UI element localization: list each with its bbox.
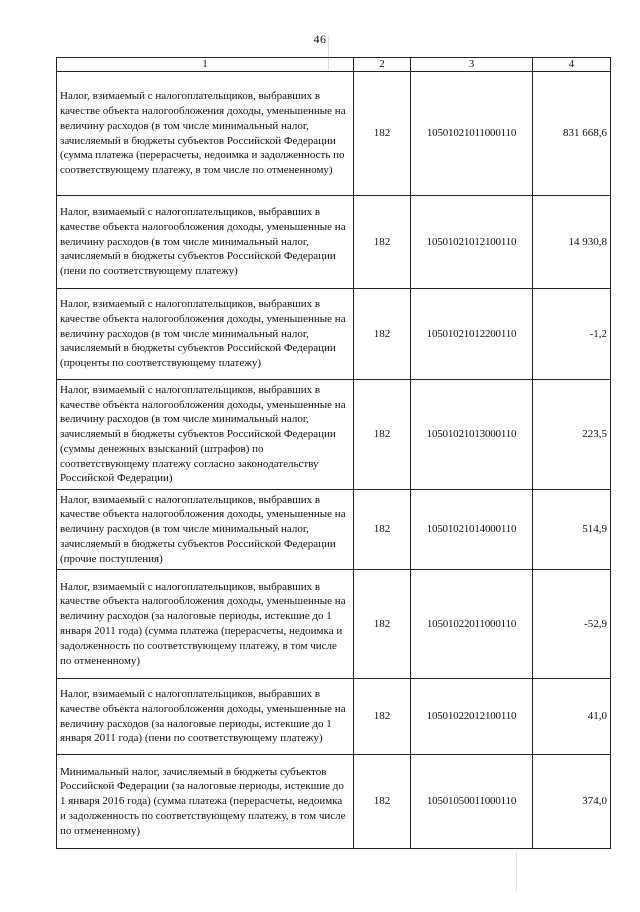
budget-classification-code: 10501021014000110 bbox=[411, 490, 533, 570]
budget-classification-code: 10501050011000110 bbox=[411, 755, 533, 849]
budget-classification-code: 10501021011000110 bbox=[411, 72, 533, 196]
table-row bbox=[57, 72, 611, 196]
budget-classification-code: 10501022011000110 bbox=[411, 570, 533, 679]
page-number: 46 bbox=[313, 32, 327, 46]
table-row bbox=[57, 196, 611, 289]
revenue-description: Налог, взимаемый с налогоплательщиков, выбравших в качестве объекта налогообложения доходы, уменьшенные на величину расходов (в том числе минимальный налог, зачисляемый в бюджеты субъектов Российской Федерации (прочие поступления) bbox=[57, 490, 354, 570]
revenue-description: Налог, взимаемый с налогоплательщиков, выбравших в качестве объекта налогообложения доходы, уменьшенные на величину расходов (в том числе минимальный налог, зачисляемый в бюджеты субъектов Российской Федерации (пени по соответствующему платежу) bbox=[57, 196, 354, 289]
table-row bbox=[57, 570, 611, 679]
revenue-description: Налог, взимаемый с налогоплательщиков, выбравших в качестве объекта налогообложения доходы, уменьшенные на величину расходов (за налоговые периоды, истекшие до 1 января 2011 года) (пени по соответствующему платежу) bbox=[57, 679, 354, 755]
administrator-code: 182 bbox=[354, 570, 411, 679]
administrator-code: 182 bbox=[354, 72, 411, 196]
administrator-code: 182 bbox=[354, 289, 411, 380]
amount-value: 514,9 bbox=[533, 490, 611, 570]
amount-value: 14 930,8 bbox=[533, 196, 611, 289]
administrator-code: 182 bbox=[354, 490, 411, 570]
administrator-code: 182 bbox=[354, 755, 411, 849]
administrator-code: 182 bbox=[354, 196, 411, 289]
budget-classification-code: 10501021012200110 bbox=[411, 289, 533, 380]
table-row bbox=[57, 289, 611, 380]
scan-artifact-line bbox=[328, 36, 329, 70]
table-row bbox=[57, 490, 611, 570]
table-row bbox=[57, 380, 611, 490]
scan-artifact-line bbox=[516, 852, 517, 892]
amount-value: 41,0 bbox=[533, 679, 611, 755]
revenue-table bbox=[56, 57, 611, 849]
revenue-description: Налог, взимаемый с налогоплательщиков, выбравших в качестве объекта налогообложения доходы, уменьшенные на величину расходов (за налоговые периоды, истекшие до 1 января 2011 года) (сумма платежа (перерасчеты, недоимка и задолженность по соответствующему платежу, в том числе по отмененному) bbox=[57, 570, 354, 679]
amount-value: -1,2 bbox=[533, 289, 611, 380]
column-number-header-row bbox=[57, 58, 611, 72]
amount-value: 831 668,6 bbox=[533, 72, 611, 196]
revenue-description: Налог, взимаемый с налогоплательщиков, выбравших в качестве объекта налогообложения доходы, уменьшенные на величину расходов (в том числе минимальный налог, зачисляемый в бюджеты субъектов Российской Федерации (сумма платежа (перерасчеты, недоимка и задолженность по соответствующему платежу, в том числе по отмененному) bbox=[57, 72, 354, 196]
table-row bbox=[57, 755, 611, 849]
revenue-description: Налог, взимаемый с налогоплательщиков, выбравших в качестве объекта налогообложения доходы, уменьшенные на величину расходов (в том числе минимальный налог, зачисляемый в бюджеты субъектов Российской Федерации (проценты по соответствующему платежу) bbox=[57, 289, 354, 380]
amount-value: 374,0 bbox=[533, 755, 611, 849]
revenue-description: Минимальный налог, зачисляемый в бюджеты субъектов Российской Федерации (за налоговые периоды, истекшие до 1 января 2016 года) (сумма платежа (перерасчеты, недоимка и задолженность по соответствующему платежу, в том числе по отмененному) bbox=[57, 755, 354, 849]
column-header-4: 4 bbox=[533, 58, 611, 72]
budget-classification-code: 10501021013000110 bbox=[411, 380, 533, 490]
budget-classification-code: 10501021012100110 bbox=[411, 196, 533, 289]
column-header-2: 2 bbox=[354, 58, 411, 72]
table-row bbox=[57, 679, 611, 755]
revenue-description: Налог, взимаемый с налогоплательщиков, выбравших в качестве объекта налогообложения доходы, уменьшенные на величину расходов (в том числе минимальный налог, зачисляемый в бюджеты субъектов Российской Федерации (суммы денежных взысканий (штрафов) по соответствующему платежу согласно законодательству Российской Федерации) bbox=[57, 380, 354, 490]
amount-value: 223,5 bbox=[533, 380, 611, 490]
amount-value: -52,9 bbox=[533, 570, 611, 679]
budget-classification-code: 10501022012100110 bbox=[411, 679, 533, 755]
administrator-code: 182 bbox=[354, 380, 411, 490]
column-header-1: 1 bbox=[57, 58, 354, 72]
administrator-code: 182 bbox=[354, 679, 411, 755]
column-header-3: 3 bbox=[411, 58, 533, 72]
